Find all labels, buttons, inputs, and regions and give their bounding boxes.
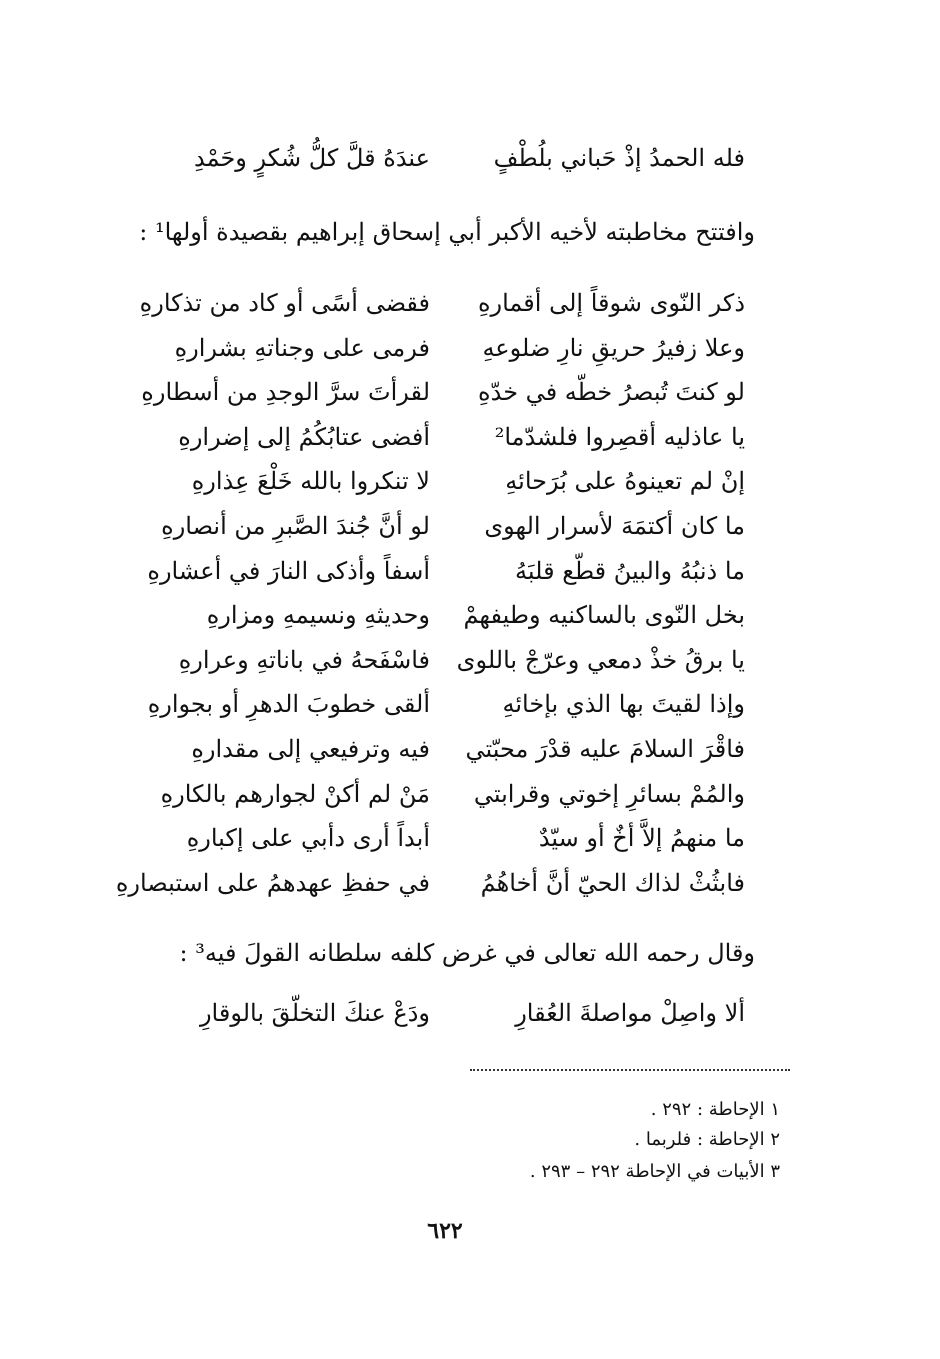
verse-left-hemistich: فقضى أسًى أو كاد من تذكارهِ — [139, 289, 430, 317]
footnote-divider — [470, 1069, 790, 1071]
footnote-2: ٢ الإحاطة : فلربما . — [634, 1129, 780, 1150]
verse-right-hemistich: وإذا لقيتَ بها الذي بإخائهِ — [502, 690, 745, 718]
verse-right-hemistich: ما كان أكتمَهَ لأسرار الهوى — [484, 512, 745, 540]
verse-left-hemistich: فرمى على وجناتهِ بشرارهِ — [174, 334, 430, 362]
verse-right-hemistich: بخل النّوى بالساكنيه وطيفهمْ — [463, 601, 745, 629]
poem1-left-hemistich: عندَهُ قلَّ كلُّ شُكرٍ وحَمْدِ — [193, 144, 430, 172]
verse-left-hemistich: لا تنكروا بالله خَلْعَ عِذارهِ — [191, 467, 430, 495]
verse-left-hemistich: لقرأتَ سرَّ الوجدِ من أسطارهِ — [141, 378, 430, 406]
verse-right-hemistich: وعلا زفيرُ حريقِ نارِ ضلوعهِ — [482, 334, 745, 362]
intro-paragraph-2: وقال رحمه الله تعالى في غرض كلفه سلطانه القولَ فيه³ : — [179, 939, 755, 967]
verse-right-hemistich: ذكر النّوى شوقاً إلى أقمارهِ — [477, 289, 745, 317]
poem3-left-hemistich: ودَعْ عنكَ التخلّقَ بالوقارِ — [199, 999, 430, 1027]
verse-left-hemistich: في حفظِ عهدهمُ على استبصارهِ — [115, 869, 430, 897]
verse-right-hemistich: إنْ لم تعينوهُ على بُرَحائهِ — [505, 467, 745, 495]
verse-right-hemistich: فاقْرَ السلامَ عليه قدْرَ محبّتي — [465, 735, 745, 763]
verse-right-hemistich: يا عاذليه أقصِروا فلشدّما² — [494, 423, 745, 451]
intro-paragraph-1: وافتتح مخاطبته لأخيه الأكبر أبي إسحاق إبراهيم بقصيدة أولها¹ : — [139, 218, 755, 246]
verse-right-hemistich: والمُمْ بسائرِ إخوتي وقرابتي — [473, 780, 745, 808]
verse-left-hemistich: فاسْفَحهُ في باناتهِ وعرارهِ — [178, 646, 430, 674]
verse-right-hemistich: ما ذنبُهُ والبينُ قطّع قلبَهُ — [515, 557, 745, 585]
verse-left-hemistich: ألقى خطوبَ الدهرِ أو بجوارهِ — [147, 690, 430, 718]
poem1-right-hemistich: فله الحمدُ إذْ حَباني بلُطْفٍ — [493, 144, 745, 172]
verse-left-hemistich: مَنْ لم أكنْ لجوارهم بالكارهِ — [160, 780, 430, 808]
page-number: ٦٢٢ — [427, 1218, 463, 1244]
verse-right-hemistich: لو كنتَ تُبصرُ خطّه في خدّهِ — [478, 378, 745, 406]
footnote-3: ٣ الأبيات في الإحاطة ٢٩٢ – ٢٩٣ . — [529, 1161, 780, 1182]
poem3-right-hemistich: ألا واصِلْ مواصلةَ العُقارِ — [515, 999, 745, 1027]
verse-left-hemistich: وحديثهِ ونسيمهِ ومزارهِ — [206, 601, 430, 629]
verse-right-hemistich: ما منهمُ إلاَّ أخٌ أو سيّدٌ — [538, 824, 745, 852]
verse-right-hemistich: يا برقُ خذْ دمعي وعرّجْ باللوى — [456, 646, 745, 674]
verse-left-hemistich: لو أنَّ جُندَ الصَّبرِ من أنصارهِ — [161, 512, 430, 540]
verse-left-hemistich: فيه وترفيعي إلى مقدارهِ — [191, 735, 430, 763]
footnote-1: ١ الإحاطة : ٢٩٢ . — [650, 1099, 780, 1120]
verse-left-hemistich: أفضى عتابُكُمُ إلى إضرارهِ — [178, 423, 430, 451]
verse-left-hemistich: أسفاً وأذكى النارَ في أعشارهِ — [147, 557, 430, 585]
verse-left-hemistich: أبداً أرى دأبي على إكبارهِ — [186, 824, 430, 852]
verse-right-hemistich: فابثُثْ لذاك الحيّ أنَّ أخاهُمُ — [480, 869, 745, 897]
